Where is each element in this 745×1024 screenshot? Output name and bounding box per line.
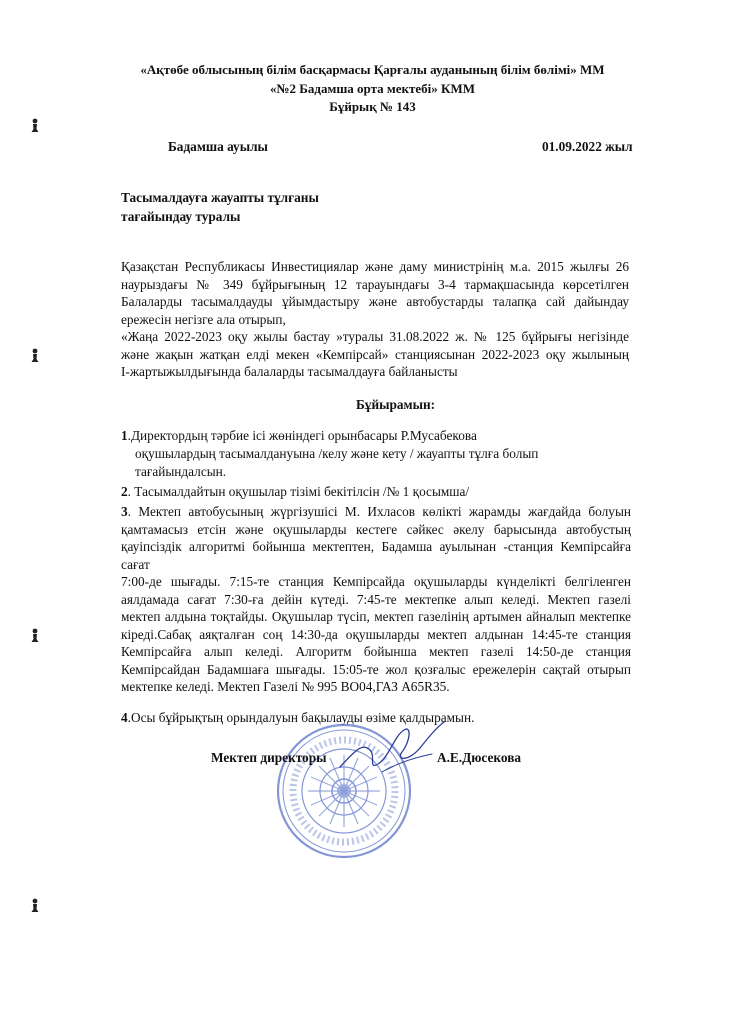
item-number: 1 (121, 428, 128, 443)
preamble (121, 258, 629, 381)
item-3 (121, 503, 631, 696)
preamble-line: «Жаңа 2022-2023 оқу жылы бастау »туралы 31.08.2022 ж. № 125 бұйрығы негізінде (121, 329, 629, 344)
item-number: 4 (121, 710, 128, 725)
chess-piece-marker-icon (30, 628, 40, 644)
item-3-line: мектеп алдына тоқтайды. Оқушылар түсіп, мектеп газелінің артымен айналып мектепке (121, 609, 631, 624)
item-3-line: мектепке келеді. Мектеп Газелі № 995 ВО04,ГАЗ А65R35. (121, 679, 450, 694)
item-number: 3 (121, 504, 128, 519)
command-heading: Бұйырамын: (356, 397, 436, 412)
item-text: . Мектеп автобусының жүргізушісі М. Ихласов көлікті жарамды жағдайда болуын (127, 504, 631, 519)
item-number: 2 (121, 484, 128, 499)
order-number: Бұйрық № 143 (329, 99, 416, 114)
preamble-line: І-жартыжылдығында балаларды тасымалдауға байланысты (121, 364, 458, 379)
order-date: 01.09.2022 жыл (542, 139, 633, 154)
director-name: А.Е.Дюсекова (437, 750, 522, 765)
school-title: «№2 Бадамша орта мектебі» КММ (269, 81, 476, 96)
preamble-line: Қазақстан Республикасы Инвестициялар және даму министрінің м.а. 2015 жылғы 26 (121, 259, 629, 274)
item-3-line: қауіпсіздік алгоритмі бойынша мектептен, Бадамша ауылынан -станция Кемпірсайға сағат (121, 539, 631, 572)
organization-title: «Ақтөбе облысының білім басқармасы Қарғалы ауданының білім бөлімі» ММ (140, 62, 605, 77)
item-text: .Директордың тәрбие ісі жөніндегі орынбасары Р.Мусабекова (127, 428, 477, 443)
chess-piece-marker-icon (30, 348, 40, 364)
item-text: . Тасымалдайтын оқушылар тізімі бекітілсін /№ 1 қосымша/ (127, 484, 470, 499)
preamble-line: Балаларды тасымалдауды ұйымдастыру және автобустарды талапқа сай дайындау (121, 294, 629, 309)
item-3-line: қамтамасыз етсін және оқушыларды кестеге сәйкес әкелу барысында автобустың (121, 521, 631, 537)
item-2 (121, 484, 469, 500)
item-3-line (121, 503, 631, 521)
item-1-line-3: тағайындалсын. (135, 464, 227, 479)
chess-piece-marker-icon (30, 118, 40, 134)
item-3-line: Кемпірсайға алып келеді. Алгоритм бойынша мектеп газелі 14:50-де станция (121, 644, 631, 659)
subject-line-2: тағайындау туралы (121, 209, 241, 224)
item-3-line: кіреді.Сабақ аяқталған соң 14:30-да оқушыларды мектеп алдынан 14:45-те станция (121, 626, 631, 642)
item-1 (121, 428, 477, 444)
item-3-line: Кемпірсайдан Бадамшаға шығады. 15:05-те жол қозғалыс ережелерін сақтай отырып (121, 661, 631, 677)
handwritten-signature (332, 712, 452, 782)
item-1-line-2: оқушылардың тасымалдануына /келу және кету / жауапты тұлға болып (135, 446, 539, 461)
subject-line-1: Тасымалдауға жауапты тұлғаны (121, 190, 319, 205)
item-3-line: 7:00-де шығады. 7:15-те станция Кемпірсайда оқушыларды күнделікті белгіленген (121, 574, 631, 589)
preamble-line: және жақын жатқан елді мекен «Кемпірсай» станциясынан 2022-2023 оқу жылының (121, 346, 629, 362)
preamble-line: ережесін негізге ала отырып, (121, 311, 286, 327)
place-name: Бадамша ауылы (168, 139, 268, 154)
item-text: .Осы бұйрықтың орындалуын бақылауды өзіме қалдырамын. (127, 710, 475, 725)
director-title: Мектеп директоры (211, 750, 327, 765)
chess-piece-marker-icon (30, 898, 40, 914)
item-3-line: аялдамада сағат 7:30-ға дейін күтеді. 7:45-те мектепке алып келеді. Мектеп газелі (121, 591, 631, 607)
preamble-line: наурыздағы № 349 бұйрығының 12 тарауындағы 3-4 тармақшасында көрсетілген (121, 276, 629, 292)
